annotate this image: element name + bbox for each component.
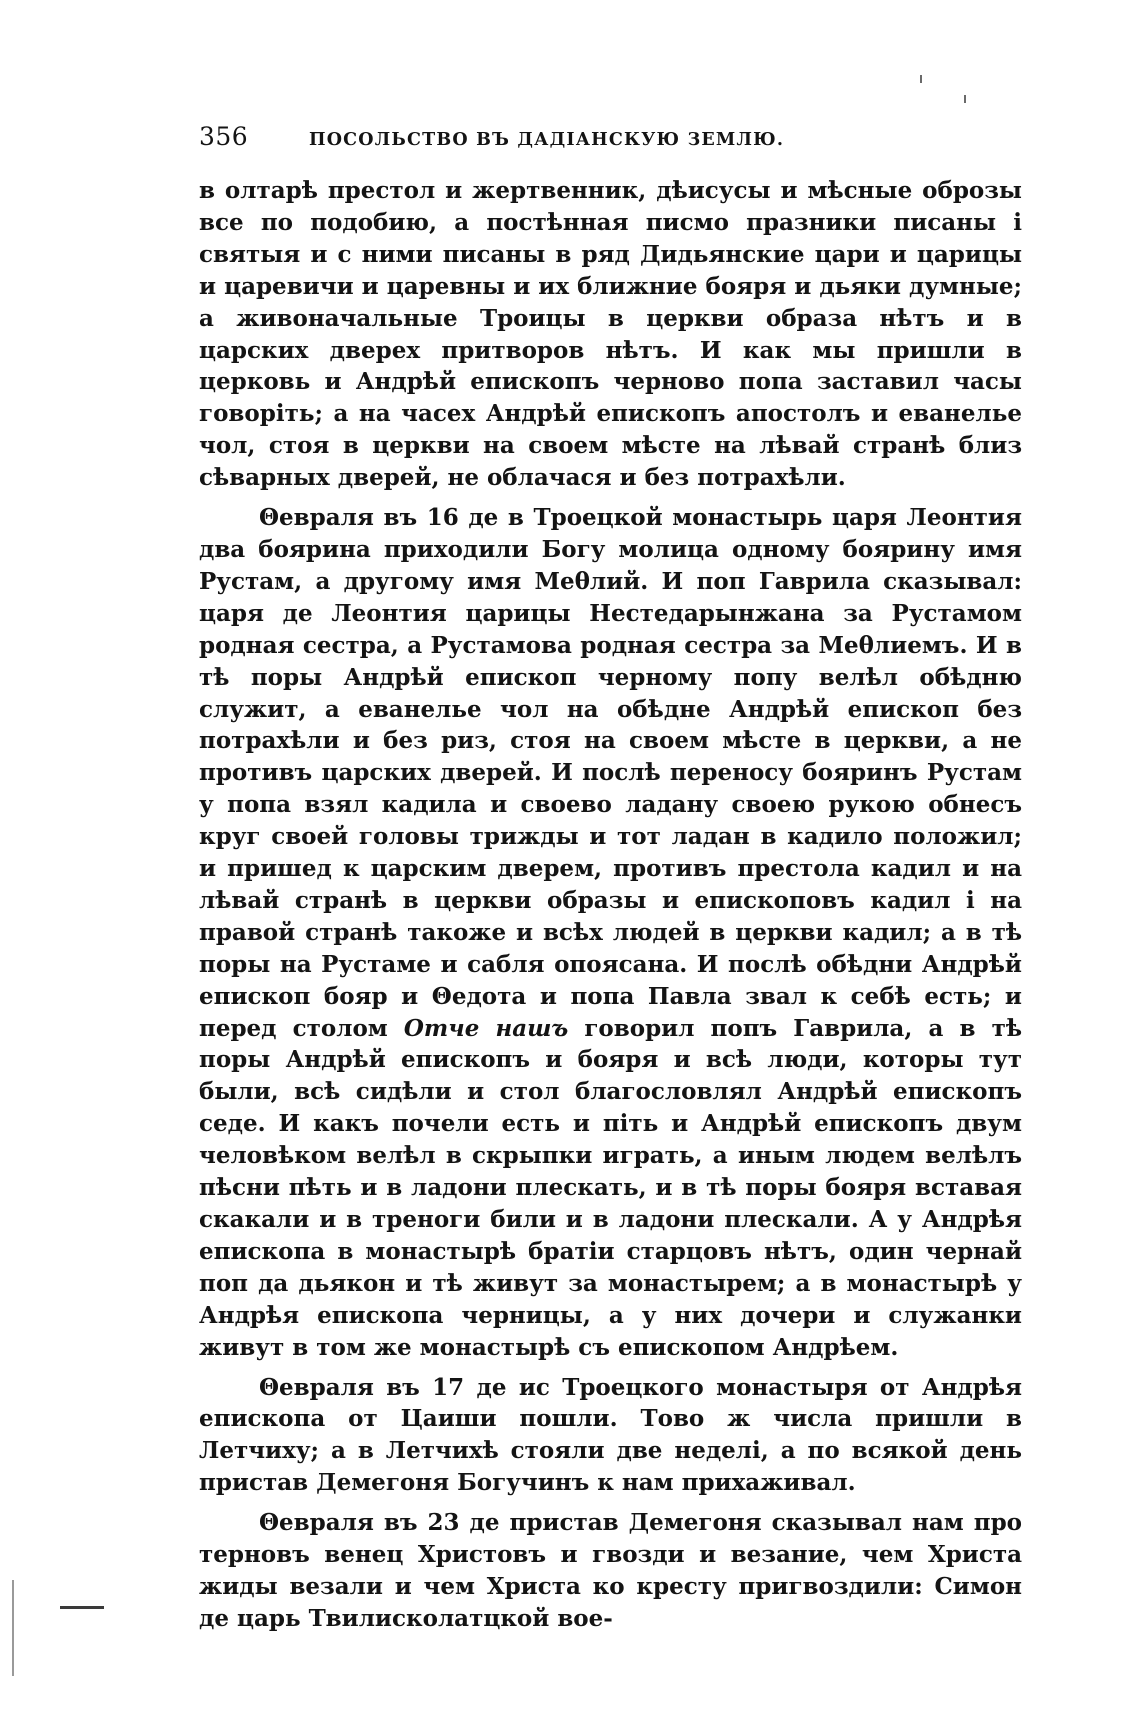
paragraph-4: Θевраля въ 23 де пристав Демегоня сказывал нам про терновъ венец Христовъ и гвозди и везание, чем Христа жиды везали и чем Христа ко кресту пригвоздили: Симон де царь Твилисколатцкой вое- [199, 1509, 1022, 1632]
paragraph-2-continuation: говорил попъ Гаврила, а в тѣ поры Андрѣй епископъ и бояря и всѣ люди, которы тут были, всѣ сидѣли и стол благословлял Андрѣй епископъ седе. И какъ почели есть и піть и Андрѣй епископъ двум человѣком велѣл в скрыпки играть, а иным людем велѣлъ пѣсни пѣть и в ладони плескать, и в тѣ поры бояря вставая скакали и в треноги били и в ладони плескали. А у Андрѣя епископа в монастырѣ братіи старцовъ нѣтъ, один чернай поп да дьякон и тѣ живут за монастырем; а в монастырѣ у Андрѣя епископа черницы, а у них дочери и служанки живут в том же монастырѣ съ епископом Андрѣем. [199, 1014, 1022, 1361]
scan-speck [920, 75, 922, 83]
page-header [199, 122, 1022, 162]
page-number: 356 [199, 122, 249, 151]
scan-edge-line [12, 1580, 14, 1676]
paragraph-2-text: Θевраля въ 16 де в Троецкой монастырь царя Леонтия два боярина приходили Богу молица одному боярину имя Рустам, а другому имя Меθлий. И поп Гаврила сказывал: царя де Леонтия царицы Нестедарынжана за Рустамом родная сестра, а Рустамова родная сестра за Меθлиемъ. И в тѣ поры Андрѣй епископ черному попу велѣл обѣдню служит, а еванелье чол на обѣдне Андрѣй епископ без потрахѣли и без риз, стоя на своем мѣсте в церкви, а не противъ царских дверей. И послѣ переносу бояринъ Рустам у попа взял кадила и своево ладану своею рукою обнесъ круг своей головы трижды и тот ладан в кадило положил; и пришед к царским дверем, противъ престола кадил и на лѣвай странѣ в церкви образы и епископовъ кадил і на правой странѣ такоже и всѣх людей в церкви кадил; а в тѣ поры на Рустаме и сабля опоясана. И послѣ обѣдни Андрѣй епископ бояр и Θедота и попа Павла звал к себѣ есть; и перед столом [199, 504, 1022, 1042]
paragraph-1: в олтарѣ престол и жертвенник, дѣисусы и мѣсные оброзы все по подобию, а постѣнная писмо празники писаны і святыя и с ними писаны в ряд Дидьянские цари и царицы и царевичи и царевны и их ближние бояря и дьяки думные; а живоначальные Троицы в церкви образа нѣтъ и в царских дверех притворов нѣтъ. И как мы пришли в церковь и Андрѣй епископъ черново попа заставил часы говоріть; а на часех Андрѣй епископъ апостолъ и еванелье чол, стоя в церкви на своем мѣсте на лѣвай странѣ близ сѣварных дверей, не облачася и без потрахѣли. [199, 177, 1022, 492]
running-title: ПОСОЛЬСТВО ВЪ ДАДІАНСКУЮ ЗЕМЛЮ. [309, 130, 785, 150]
scan-speck [964, 95, 966, 103]
prayer-title: Отче нашъ [403, 1014, 569, 1042]
paragraph-3: Θевраля въ 17 де ис Троецкого монастыря от Андрѣя епископа от Цаиши пошли. Тово ж числа пришли в Летчиху; а в Летчихѣ стояли две неделі, а по всякой день пристав Демегоня Богучинъ к нам прихаживал. [199, 1373, 1022, 1497]
scan-smudge [60, 1606, 104, 1609]
body-text [199, 175, 1022, 1643]
paragraph-2 [199, 502, 1022, 1363]
